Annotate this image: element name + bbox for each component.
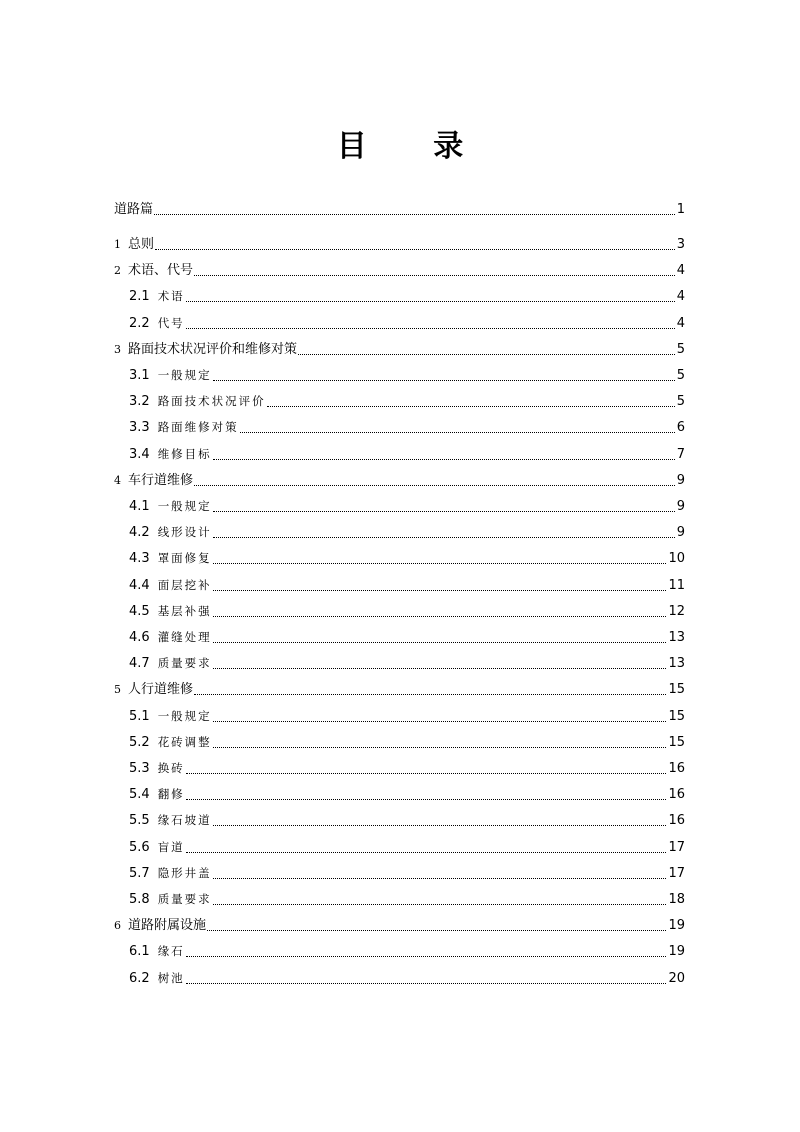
toc-page-number: 4	[676, 263, 685, 278]
toc-page-number: 7	[676, 447, 685, 462]
toc-entry[interactable]	[129, 783, 685, 803]
toc-dot-leader	[267, 406, 675, 407]
toc-entry[interactable]	[129, 495, 685, 515]
toc-entry[interactable]	[129, 521, 685, 541]
toc-dot-leader	[186, 301, 675, 302]
toc-dot-leader	[213, 511, 675, 512]
toc-dot-leader	[213, 459, 675, 460]
toc-dot-leader	[298, 354, 675, 355]
toc-entry-title: 一般规定	[157, 709, 212, 723]
toc-entry-number: 5.3	[129, 761, 150, 776]
toc-entry-label	[114, 682, 193, 698]
toc-page-number: 20	[668, 971, 685, 986]
toc-page-number: 16	[668, 787, 685, 802]
toc-entry[interactable]	[129, 547, 685, 567]
toc-entry[interactable]	[129, 285, 685, 305]
toc-entry[interactable]	[129, 390, 685, 410]
toc-dot-leader	[194, 275, 675, 276]
toc-entry-number: 6.1	[129, 944, 150, 959]
toc-dot-leader	[213, 878, 667, 879]
toc-entry-title: 术语、代号	[128, 263, 194, 278]
toc-page-number: 15	[668, 735, 685, 750]
toc-dot-leader	[186, 852, 667, 853]
toc-page-number: 16	[668, 761, 685, 776]
toc-page-number: 4	[676, 289, 685, 304]
toc-entry-label	[129, 760, 185, 777]
toc-entry[interactable]	[114, 678, 685, 698]
toc-entry-title: 道路篇	[114, 202, 154, 217]
toc-page-number: 4	[676, 316, 685, 331]
toc-entry-number: 1	[114, 238, 121, 251]
toc-entry-title: 道路附属设施	[128, 918, 207, 933]
toc-dot-leader	[194, 694, 666, 695]
toc-page-number: 13	[668, 630, 685, 645]
toc-entry-number: 3.4	[129, 447, 150, 462]
toc-entry-number: 4.6	[129, 630, 150, 645]
toc-entry[interactable]	[114, 338, 685, 358]
toc-page-number: 16	[668, 813, 685, 828]
toc-entry-label	[129, 419, 239, 436]
toc-entry-label	[129, 708, 212, 725]
toc-entry[interactable]	[129, 731, 685, 751]
toc-entry-number: 6	[114, 919, 121, 932]
toc-entry[interactable]	[129, 836, 685, 856]
toc-entry[interactable]	[114, 469, 685, 489]
toc-entry-label	[114, 202, 153, 218]
toc-entry-title: 人行道维修	[128, 682, 194, 697]
toc-entry-label	[129, 812, 212, 829]
toc-entry-label	[129, 315, 185, 332]
toc-entry-label	[129, 629, 212, 646]
toc-entry-title: 隐形井盖	[157, 866, 212, 880]
toc-entry-label	[129, 446, 212, 463]
toc-entry-label	[129, 865, 212, 882]
toc-dot-leader	[194, 485, 675, 486]
toc-entry-title: 维修目标	[157, 447, 212, 461]
toc-entry-title: 路面技术状况评价	[157, 394, 266, 408]
toc-dot-leader	[213, 616, 667, 617]
toc-entry-number: 4.2	[129, 525, 150, 540]
toc-dot-leader	[154, 214, 675, 215]
toc-entry-title: 面层挖补	[157, 578, 212, 592]
toc-page-number: 5	[676, 368, 685, 383]
toc-entry-title: 灌缝处理	[157, 630, 212, 644]
toc-dot-leader	[186, 328, 675, 329]
toc-dot-leader	[213, 590, 667, 591]
toc-page-number: 19	[668, 944, 685, 959]
toc-entry[interactable]	[129, 757, 685, 777]
toc-dot-leader	[213, 904, 667, 905]
toc-page-number: 5	[676, 342, 685, 357]
toc-entry-title: 路面维修对策	[157, 420, 239, 434]
toc-page-number: 17	[668, 866, 685, 881]
toc-entry[interactable]	[129, 574, 685, 594]
toc-page-number: 11	[668, 578, 685, 593]
toc-entry-title: 基层补强	[157, 604, 212, 618]
toc-entry-number: 5.8	[129, 892, 150, 907]
toc-entry-title: 路面技术状况评价和维修对策	[128, 342, 298, 357]
toc-page-number: 3	[676, 237, 685, 252]
toc-entry-label	[129, 734, 212, 751]
toc-dot-leader	[213, 537, 675, 538]
toc-page-number: 5	[676, 394, 685, 409]
toc-entry-title: 罩面修复	[157, 551, 212, 565]
toc-entry[interactable]	[129, 312, 685, 332]
toc-page-number: 19	[668, 918, 685, 933]
toc-dot-leader	[213, 721, 667, 722]
toc-entry-label	[129, 577, 212, 594]
toc-entry-label	[129, 550, 212, 567]
toc-page-number: 6	[676, 420, 685, 435]
toc-entry-number: 5.1	[129, 709, 150, 724]
toc-entry-number: 2.2	[129, 316, 150, 331]
toc-entry-label	[129, 524, 212, 541]
toc-page-number: 18	[668, 892, 685, 907]
toc-entry-label	[129, 603, 212, 620]
toc-entry-number: 5	[114, 683, 121, 696]
toc-dot-leader	[186, 956, 667, 957]
toc-entry-title: 翻修	[157, 787, 185, 801]
toc-entry-number: 6.2	[129, 971, 150, 986]
toc-dot-leader	[213, 642, 667, 643]
toc-entry-title: 树池	[157, 971, 185, 985]
toc-entry-number: 5.2	[129, 735, 150, 750]
toc-entry-title: 缘石	[157, 944, 185, 958]
toc-entry[interactable]	[129, 443, 685, 463]
toc-entry-number: 2	[114, 264, 121, 277]
toc-entry-label	[114, 237, 154, 253]
toc-entry[interactable]	[114, 259, 685, 279]
toc-entry-number: 4.5	[129, 604, 150, 619]
toc-entry-label	[114, 263, 193, 279]
toc-dot-leader	[155, 249, 675, 250]
toc-entry[interactable]	[129, 888, 685, 908]
toc-entry[interactable]	[129, 705, 685, 725]
toc-entry-label	[129, 970, 185, 987]
toc-dot-leader	[240, 432, 675, 433]
toc-entry-label	[114, 918, 206, 934]
toc-entry[interactable]	[129, 626, 685, 646]
toc-entry-number: 3.1	[129, 368, 150, 383]
toc-entry-title: 一般规定	[157, 368, 212, 382]
toc-entry-label	[129, 393, 266, 410]
toc-entry-number: 5.4	[129, 787, 150, 802]
toc-page-number: 9	[676, 499, 685, 514]
toc-dot-leader	[213, 747, 667, 748]
toc-entry-number: 4.1	[129, 499, 150, 514]
toc-entry[interactable]	[129, 967, 685, 987]
toc-dot-leader	[213, 563, 667, 564]
toc-page-number: 10	[668, 551, 685, 566]
toc-page-number: 17	[668, 840, 685, 855]
toc-entry-number: 3	[114, 343, 121, 356]
toc-entry[interactable]	[129, 940, 685, 960]
toc-dot-leader	[213, 668, 667, 669]
toc-entry-label	[114, 473, 193, 489]
toc-title: 目 录	[336, 129, 492, 164]
toc-entry-title: 缘石坡道	[157, 813, 212, 827]
toc-dot-leader	[207, 930, 666, 931]
toc-entry-title: 线形设计	[157, 525, 212, 539]
toc-entry-number: 5.7	[129, 866, 150, 881]
toc-entry-number: 2.1	[129, 289, 150, 304]
toc-entry-title: 术语	[157, 289, 185, 303]
toc-entry[interactable]	[129, 652, 685, 672]
toc-entry[interactable]	[129, 416, 685, 436]
toc-page-number: 13	[668, 656, 685, 671]
toc-page-number: 9	[676, 473, 685, 488]
toc-page-number: 9	[676, 525, 685, 540]
toc-entry-number: 5.6	[129, 840, 150, 855]
toc-entry[interactable]	[129, 809, 685, 829]
toc-dot-leader	[186, 799, 667, 800]
toc-entry-number: 4.7	[129, 656, 150, 671]
toc-entry-title: 花砖调整	[157, 735, 212, 749]
toc-entry-label	[129, 943, 185, 960]
toc-entry[interactable]	[129, 600, 685, 620]
toc-entry-title: 盲道	[157, 840, 185, 854]
toc-entry-title: 一般规定	[157, 499, 212, 513]
toc-entry-title: 质量要求	[157, 656, 212, 670]
toc-entry-label	[129, 655, 212, 672]
toc-entry-title: 代号	[157, 316, 185, 330]
toc-dot-leader	[213, 825, 667, 826]
toc-entry-title: 总则	[128, 237, 155, 252]
toc-entry[interactable]	[129, 364, 685, 384]
toc-entry-number: 3.3	[129, 420, 150, 435]
toc-entry[interactable]	[129, 862, 685, 882]
toc-entry-number: 4.3	[129, 551, 150, 566]
toc-entry-label	[129, 839, 185, 856]
toc-entry-label	[129, 786, 185, 803]
toc-entry-title: 换砖	[157, 761, 185, 775]
toc-entry-label	[129, 367, 212, 384]
toc-entry-label	[114, 342, 297, 358]
toc-entry[interactable]	[114, 198, 685, 218]
toc-entry-title: 质量要求	[157, 892, 212, 906]
toc-page-number: 12	[668, 604, 685, 619]
toc-page-number: 15	[668, 682, 685, 697]
toc-entry-label	[129, 498, 212, 515]
toc-entry-number: 3.2	[129, 394, 150, 409]
toc-entry-label	[129, 891, 212, 908]
toc-entry-number: 4	[114, 474, 121, 487]
toc-entry-title: 车行道维修	[128, 473, 194, 488]
toc-entry-number: 4.4	[129, 578, 150, 593]
toc-dot-leader	[186, 983, 667, 984]
toc-entry-label	[129, 288, 185, 305]
toc-dot-leader	[186, 773, 667, 774]
toc-page-number: 1	[676, 202, 685, 217]
toc-dot-leader	[213, 380, 675, 381]
toc-entry[interactable]	[114, 233, 685, 253]
toc-entry[interactable]	[114, 914, 685, 934]
toc-entry-number: 5.5	[129, 813, 150, 828]
toc-page-number: 15	[668, 709, 685, 724]
